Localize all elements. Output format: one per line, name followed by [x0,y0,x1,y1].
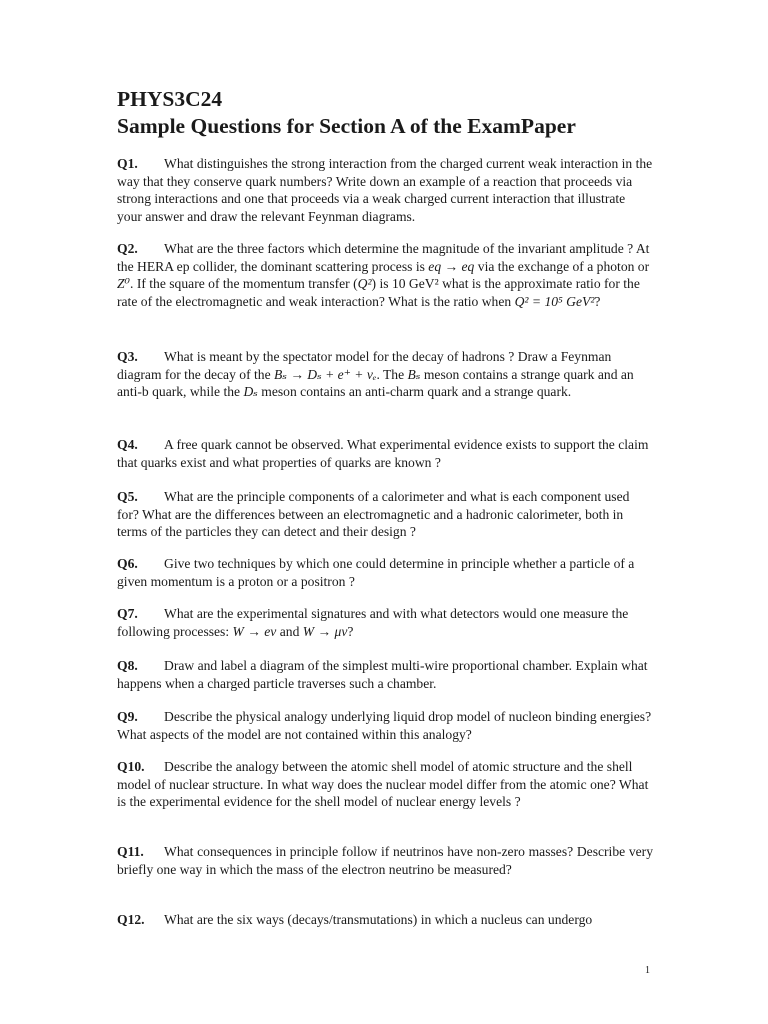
question-text: A free quark cannot be observed. What experimental evidence exists to support the claim that quarks exist and what properties of quarks are known ? [117,437,649,470]
question-number: Q6. [117,556,138,571]
question-number: Q3. [117,349,138,364]
question-text: . If the square of the momentum transfer ( [130,276,358,292]
question-text: What consequences in principle follow if neutrinos have non-zero masses? Describe very briefly one way in which the mass of the electron neutrino be measured? [117,844,653,877]
math-expression: W → eν [232,623,277,639]
question-number: Q5. [117,489,138,504]
math-expression: Q² [357,276,372,292]
question-number: Q1. [117,156,138,171]
question-text: meson contains an anti-charm quark and a strange quark. [261,384,572,400]
question-text: ? [594,293,601,309]
question-number: Q12. [117,912,145,927]
question-4 [117,436,653,471]
math-expression: Bₛ → Dₛ + e⁺ + νₑ [274,366,377,382]
math-expression: Bₛ [407,366,421,382]
math-expression: Z⁰ [117,276,131,292]
question-text: ? [347,623,354,639]
question-text: via the exchange of a photon or [477,258,650,274]
question-text: Describe the analogy between the atomic shell model of atomic structure and the shell model of nuclear structure. In what way does the nuclear model differ from the atomic one? What is the experimental evidence for the shell model of nuclear energy levels ? [117,759,649,810]
question-text: What are the experimental signatures and with what detectors would one measure the following processes: [117,606,629,639]
question-text: What are the principle components of a calorimeter and what is each component used for? What are the differences between an electromagnetic and a hadronic calorimeter, both in terms of the particles they can detect and their design ? [117,489,630,540]
question-11 [117,843,653,878]
question-6 [117,555,653,590]
question-9 [117,708,653,743]
question-number: Q11. [117,844,144,859]
question-8 [117,657,653,692]
question-text: ) is 10 GeV² what is the approximate ratio for the rate of the electromagnetic and weak interaction? What is the ratio when [117,276,640,309]
question-number: Q9. [117,709,138,724]
question-12 [117,911,653,929]
question-3 [117,348,653,401]
math-expression: Q² = 10⁵ GeV² [514,293,595,309]
question-text: Draw and label a diagram of the simplest multi-wire proportional chamber. Explain what happens when a charged particle traverses such a chamber. [117,658,648,691]
question-text: What are the six ways (decays/transmutations) in which a nucleus can undergo [164,912,593,927]
math-expression: eq → eq [428,258,475,274]
question-text: Describe the physical analogy underlying liquid drop model of nucleon binding energies? What aspects of the model are not contained within this analogy? [117,709,652,742]
question-number: Q4. [117,437,138,452]
question-number: Q10. [117,759,145,774]
question-10 [117,758,653,811]
question-text: Give two techniques by which one could determine in principle whether a particle of a given momentum is a proton or a positron ? [117,556,635,589]
question-1 [117,155,653,225]
question-number: Q7. [117,606,138,621]
question-text: meson contains a strange quark and an anti-b quark, while the [117,366,634,400]
question-text: What distinguishes the strong interaction from the charged current weak interaction in the way that they conserve quark numbers? Write down an example of a reaction that proceeds via strong interactions and one that proceeds via a weak charged current interaction that illustrate your answer and draw the relevant Feynman diagrams. [117,156,653,224]
math-expression: Dₛ [243,384,258,400]
math-expression: W → μν [302,623,348,639]
question-text: and [279,623,300,639]
course-code: PHYS3C24 [117,87,223,111]
question-number: Q2. [117,241,138,256]
document-title [117,86,576,140]
question-text: What is meant by the spectator model for the decay of hadrons ? Draw a Feynman diagram for the decay of the [117,349,612,382]
question-5 [117,488,653,541]
question-2 [117,240,653,310]
question-number: Q8. [117,658,138,673]
question-text: What are the three factors which determine the magnitude of the invariant amplitude ? At the HERA ep collider, the dominant scattering process is [117,241,650,274]
page-number: 1 [645,965,650,976]
question-text: . The [376,366,405,382]
question-7 [117,605,653,640]
document-subtitle: Sample Questions for Section A of the ExamPaper [117,114,576,138]
